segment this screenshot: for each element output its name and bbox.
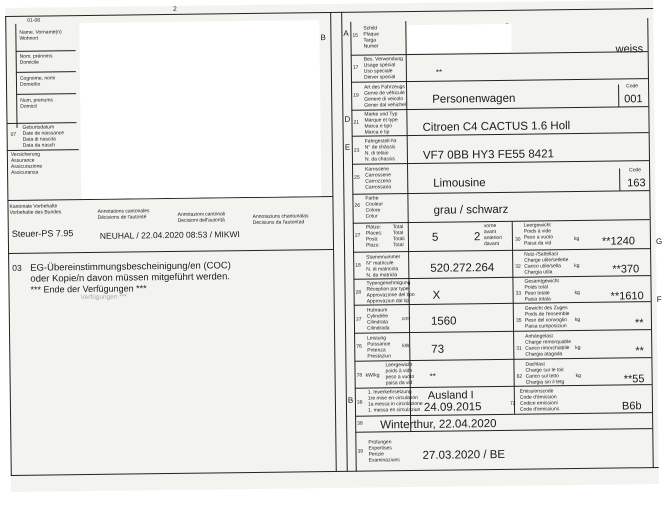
row25-number: 25 bbox=[354, 174, 360, 181]
inspection-label: Prüfungen Expertises Perizie Examinaziuns bbox=[368, 439, 400, 464]
margin-letter-f: F bbox=[656, 294, 662, 305]
payload-value: **370 bbox=[612, 263, 640, 276]
issuing-office-stamp: NEUHAL / 22.04.2020 08:53 / MIKWI bbox=[99, 229, 240, 241]
row62-number: 62 bbox=[516, 373, 523, 380]
first-registration-date: 24.09.2015 bbox=[423, 401, 482, 414]
payload-label: Nutz-/Sattellast Charge utile/sellette Carico utile/sella Chargia utila bbox=[524, 251, 569, 276]
row72-number: 72 bbox=[509, 400, 516, 407]
power-weight-unit: kW/kg bbox=[365, 372, 380, 379]
left-row-line bbox=[16, 50, 76, 52]
row38-number: 38 bbox=[357, 420, 363, 427]
roof-load-unit: kg bbox=[575, 372, 581, 380]
section-letter-b: B bbox=[320, 33, 326, 43]
row76-number: 76 bbox=[356, 343, 362, 350]
total-weight-value: **1610 bbox=[610, 290, 644, 303]
row17-number: 17 bbox=[352, 64, 359, 71]
power-value: 73 bbox=[431, 343, 445, 356]
empty-weight-label: Leergewicht Poids à vide Peso a vuoto Paisa da vid bbox=[523, 222, 554, 247]
left-row-line bbox=[8, 249, 333, 254]
type-approval-label: Typengenehmigung Réception par type Approvazione del tipo Approvaziun dal tip bbox=[366, 280, 415, 305]
birthdate-number: 07 bbox=[10, 131, 17, 138]
tax-horsepower: Steuer-PS 7.95 bbox=[11, 228, 74, 239]
payload-unit: kg bbox=[574, 262, 580, 270]
left-row-line bbox=[7, 149, 79, 151]
right-row-line bbox=[352, 190, 649, 195]
right-row-line bbox=[353, 248, 650, 253]
power-label: Leistung Puissance Potenza Prestaziun bbox=[367, 335, 392, 360]
power-weight-label: Leergewicht poids à vide peso a vuoto paisa da vid bbox=[385, 362, 415, 387]
empty-weight-unit: kg bbox=[573, 235, 580, 243]
border-top bbox=[5, 5, 653, 17]
holder-name-label-fr: Nom, prénoms Domicile bbox=[19, 53, 53, 66]
left-row-line bbox=[16, 93, 76, 95]
cantonal-reservations-label: Kantonale Vorbehalte Vorbehalte des Bundes bbox=[9, 203, 62, 216]
holder-name-label: Name, Vorname(n) Wohnort bbox=[19, 29, 62, 42]
redacted-plate-number bbox=[407, 24, 511, 53]
color-value: grau / schwarz bbox=[433, 203, 509, 217]
body-type-code: 163 bbox=[627, 177, 646, 190]
type-approval-value: X bbox=[432, 289, 441, 302]
seats-label: Plätze: Places: Posti: Plazs: bbox=[365, 224, 383, 249]
note-line-1: EG-Übereinstimmungsbescheinigung/en (COC) bbox=[30, 260, 231, 274]
row36-number: 36 bbox=[356, 399, 363, 406]
row33-number: 33 bbox=[515, 290, 522, 297]
seats-front-label: vorne avant anteriori davant bbox=[483, 222, 503, 248]
right-row-line bbox=[354, 329, 651, 334]
row36-letter: B bbox=[347, 395, 354, 405]
vehicle-type-value: Personenwagen bbox=[432, 92, 516, 106]
right-divider bbox=[341, 12, 351, 472]
note-line-3: *** Ende der Verfügungen *** bbox=[30, 283, 147, 295]
power-weight-value: ** bbox=[429, 371, 436, 381]
row78-number: 78 bbox=[356, 372, 363, 379]
total-weight-unit: kg bbox=[574, 289, 580, 297]
total-weight-label: Gesamtgewicht Poids total Peso totale Paisa totala bbox=[524, 278, 559, 303]
registry-number-value: 520.272.264 bbox=[430, 262, 495, 275]
code-box-163-left bbox=[619, 168, 620, 190]
roof-load-value: **55 bbox=[623, 373, 645, 386]
annotations-rm-label: Annotaziuns chantunalas Decisiuns da l'autoritad bbox=[252, 213, 309, 226]
emission-code-value: B6b bbox=[621, 400, 642, 413]
emission-code-label: Emissionscode Code d'émission Codice emissioni Code d'emissiuns bbox=[519, 388, 560, 413]
seats-front-value: 2 bbox=[473, 231, 481, 244]
body-type-code-label: Code bbox=[629, 167, 642, 174]
row31-number: 31 bbox=[516, 345, 522, 352]
first-registration-label: 1. Inverkehrsetzung 1re mise en circulation 1a messa in circolazione 1. messa en circulaziun bbox=[367, 389, 423, 414]
row39-number: 39 bbox=[357, 448, 364, 455]
right-outer-edge bbox=[647, 18, 653, 468]
row23-letter: E bbox=[344, 142, 351, 152]
body-type-label: Karosserie Carrosserie Carrozzeria Carrossaria bbox=[365, 166, 392, 191]
section-number-2: 2 bbox=[173, 5, 177, 13]
seats-total-value: 5 bbox=[431, 231, 439, 244]
displacement-unit: cm³ bbox=[401, 316, 411, 323]
chassis-number-value: VF7 0BB HY3 FE55 8421 bbox=[422, 148, 555, 162]
train-weight-value: ** bbox=[634, 317, 644, 330]
roof-load-label: Dachlast Charge sur le toit Carico sul tetto Chargia sin il tetg bbox=[525, 361, 565, 386]
row26-number: 26 bbox=[354, 202, 361, 209]
holder-name-label-it: Cognome, nomi Domicilio bbox=[19, 75, 56, 88]
make-model-value: Citroen C4 CACTUS 1.6 Holl bbox=[422, 120, 571, 134]
chassis-number-label: Fahrgestell-Nr. N° de châssis N. di telaio N. da chassis bbox=[364, 138, 398, 163]
registry-number-label: Stammnummer N° matricule N. di matricola N. da matricla bbox=[366, 254, 401, 279]
empty-weight-value: **1240 bbox=[601, 235, 636, 248]
right-row-line bbox=[354, 357, 651, 362]
make-model-label: Marke und Typ Marque et type Marca e tipo Marca e tip bbox=[364, 111, 398, 136]
left-label-column bbox=[15, 24, 17, 128]
vehicle-type-label: Art des Fahrzeugs Genre de véhicule Genere di veicolo Gener dal vehichel bbox=[364, 84, 407, 109]
row21-letter: D bbox=[344, 114, 351, 124]
train-weight-label: Gewicht des Zuges Poids de l'ensemble Peso del convoglio Paisa cumposiziun bbox=[524, 305, 570, 330]
birthdate-label: Geburtsdatum Date de naissance Data di nascita Data da nasch bbox=[22, 124, 65, 149]
plate-color-value: weiss bbox=[615, 43, 644, 56]
row35-number: 35 bbox=[515, 317, 522, 324]
border-left bbox=[5, 16, 12, 476]
towing-load-unit: kg bbox=[575, 344, 581, 352]
note-line-2: oder Kopie/n davon müssen mitgeführt werden. bbox=[30, 271, 231, 285]
holder-name-label-rm: Num, prenums Domicil bbox=[20, 97, 54, 110]
left-row-line bbox=[16, 71, 76, 73]
note-line-4: Verfügungen *** bbox=[80, 293, 127, 302]
vehicle-registration-document bbox=[5, 0, 663, 492]
row15-number: 15 bbox=[352, 32, 359, 39]
inspection-value: 27.03.2020 / BE bbox=[422, 448, 506, 462]
power-unit: kW bbox=[402, 343, 410, 350]
row15-letter: A bbox=[343, 28, 349, 38]
color-label: Farbe Couleur Colore Colur bbox=[365, 195, 384, 220]
row21-number: 21 bbox=[353, 119, 360, 126]
code-box-001-left bbox=[618, 84, 619, 106]
displacement-label: Hubraum Cylindrée Cilindrata Cilindrada bbox=[366, 307, 390, 332]
row18-number: 18 bbox=[355, 262, 361, 269]
vehicle-type-code-label: Code bbox=[626, 83, 639, 90]
insurance-label: Versicherung Assurance Assicurazione Assicuranza bbox=[10, 151, 43, 176]
row37-number: 37 bbox=[355, 316, 362, 323]
vehicle-type-code: 001 bbox=[624, 93, 643, 106]
note-number: 03 bbox=[12, 262, 22, 273]
row19-number: 19 bbox=[353, 92, 359, 99]
row28-number: 28 bbox=[355, 289, 362, 296]
towing-load-label: Anhängelast Charge remorquable Carico rimorchiabile Chargia atagada bbox=[525, 333, 572, 358]
annotations-fr-label: Annotations cantonales Décisions de l'autorité bbox=[97, 208, 150, 221]
body-type-value: Limousine bbox=[433, 177, 486, 190]
row30-number: 30 bbox=[514, 236, 521, 243]
row23-number: 23 bbox=[353, 147, 360, 154]
issue-place-date: Winterthur, 22.04.2020 bbox=[380, 418, 497, 432]
seats-total-label: Total Total Totali Total bbox=[392, 224, 405, 249]
first-registration-place: Ausland I bbox=[427, 389, 474, 402]
margin-letter-g: G bbox=[655, 236, 663, 247]
form-code: 01-08 bbox=[27, 17, 41, 24]
row32-number: 32 bbox=[515, 263, 521, 270]
plate-label: Schild Plaque Targa Numer bbox=[363, 25, 380, 50]
row27-number: 27 bbox=[354, 232, 361, 239]
center-divider bbox=[330, 12, 337, 472]
towing-load-value: ** bbox=[635, 345, 644, 358]
displacement-value: 1560 bbox=[430, 315, 457, 328]
special-use-value: ** bbox=[435, 67, 443, 77]
redacted-holder-block bbox=[79, 20, 321, 199]
annotations-it-label: Annotazioni cantonali Decisioni dell'autorità bbox=[177, 211, 226, 224]
special-use-label: Bes. Verwendung Usage spécial Uso speciale Diever special bbox=[363, 56, 403, 81]
train-weight-unit: kg bbox=[574, 316, 581, 324]
